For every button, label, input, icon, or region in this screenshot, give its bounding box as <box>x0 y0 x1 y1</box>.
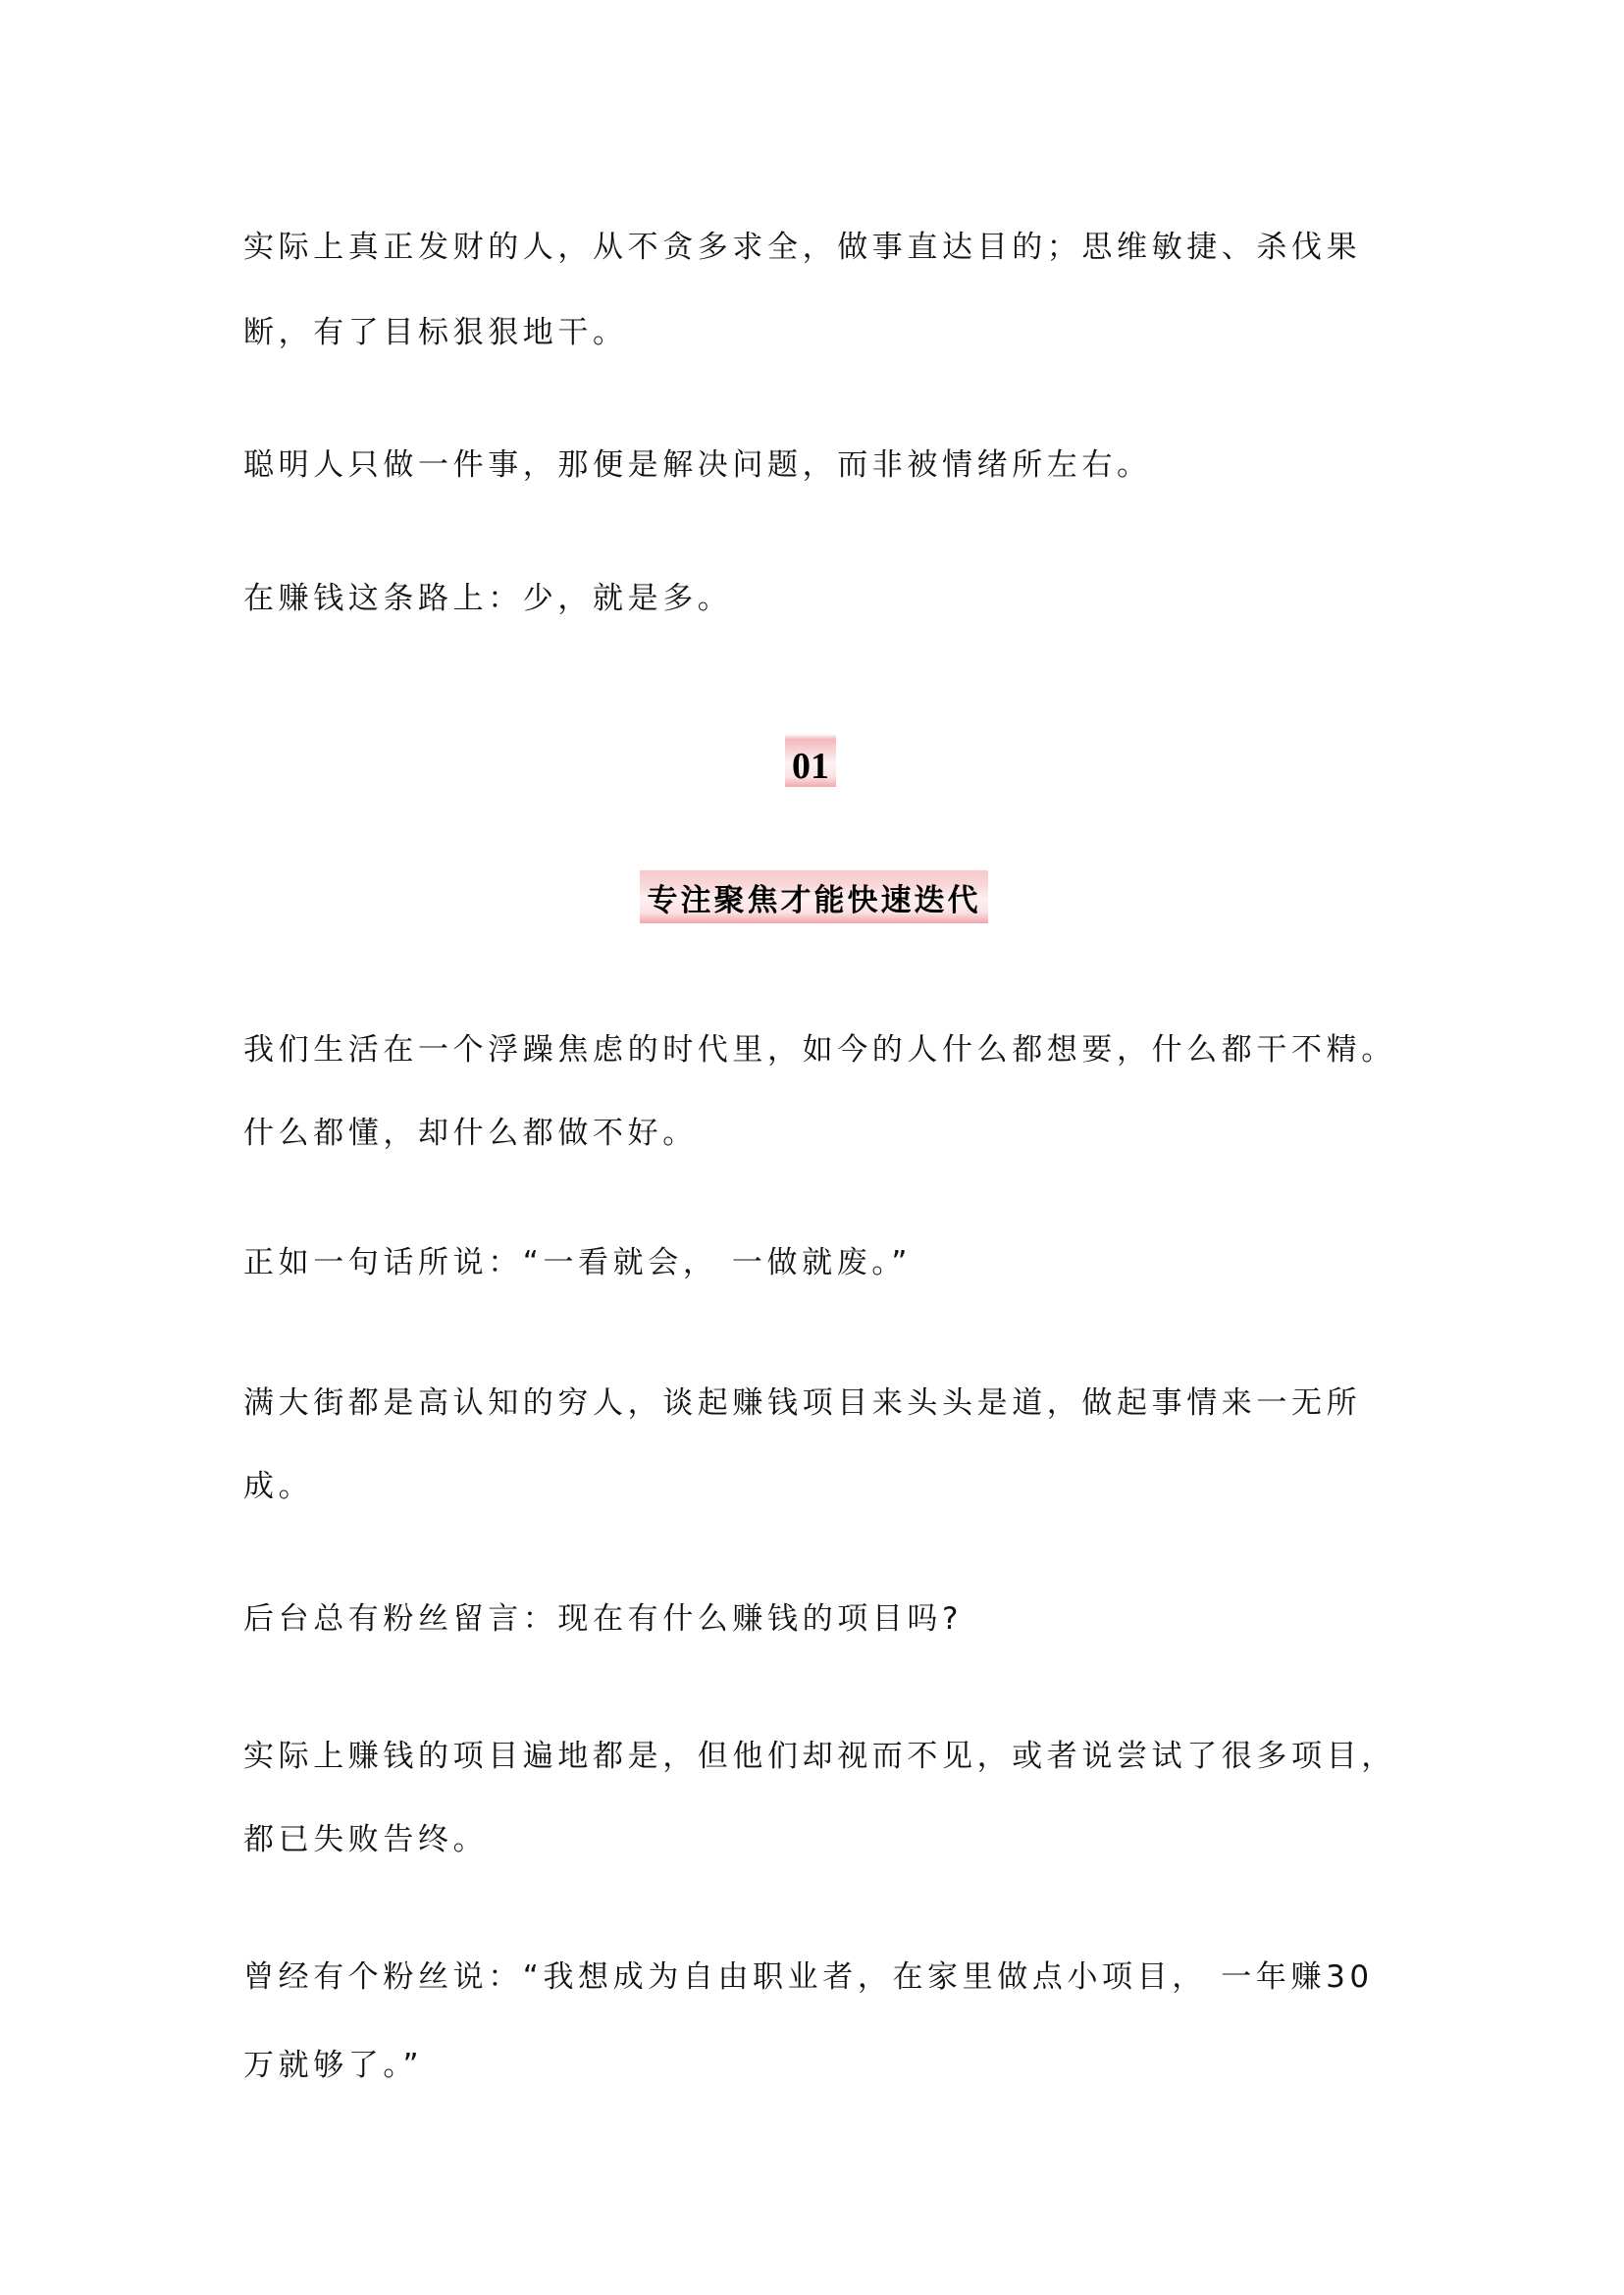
paragraph-line: 正如一句话所说：“一看就会， 一做就废。” <box>243 1245 913 1280</box>
paragraph-line: 断，有了目标狠狠地干。 <box>243 315 628 350</box>
paragraph-line: 成。 <box>243 1469 314 1504</box>
paragraph-line: 在赚钱这条路上：少，就是多。 <box>243 581 733 616</box>
paragraph-line: 都已失败告终。 <box>243 1822 489 1857</box>
paragraph-line: 聪明人只做一件事，那便是解决问题，而非被情绪所左右。 <box>243 447 1152 483</box>
paragraph-line: 我们生活在一个浮躁焦虑的时代里，如今的人什么都想要，什么都干不精。 <box>243 1032 1396 1068</box>
paragraph-line: 万就够了。” <box>243 2048 424 2083</box>
paragraph-line: 后台总有粉丝留言：现在有什么赚钱的项目吗? <box>243 1601 964 1637</box>
paragraph-line: 实际上真正发财的人，从不贪多求全，做事直达目的；思维敏捷、杀伐果 <box>243 230 1362 265</box>
paragraph-line: 实际上赚钱的项目遍地都是，但他们却视而不见，或者说尝试了很多项目， <box>243 1739 1396 1774</box>
section-heading: 专注聚焦才能快速迭代 <box>640 870 988 923</box>
paragraph-line: 满大街都是高认知的穷人，谈起赚钱项目来头头是道，做起事情来一无所 <box>243 1385 1362 1421</box>
paragraph-line: 曾经有个粉丝说：“我想成为自由职业者，在家里做点小项目， 一年赚30 <box>243 1959 1374 1995</box>
paragraph-line: 什么都懂，却什么都做不好。 <box>243 1116 698 1151</box>
section-number-badge: 01 <box>785 734 836 787</box>
